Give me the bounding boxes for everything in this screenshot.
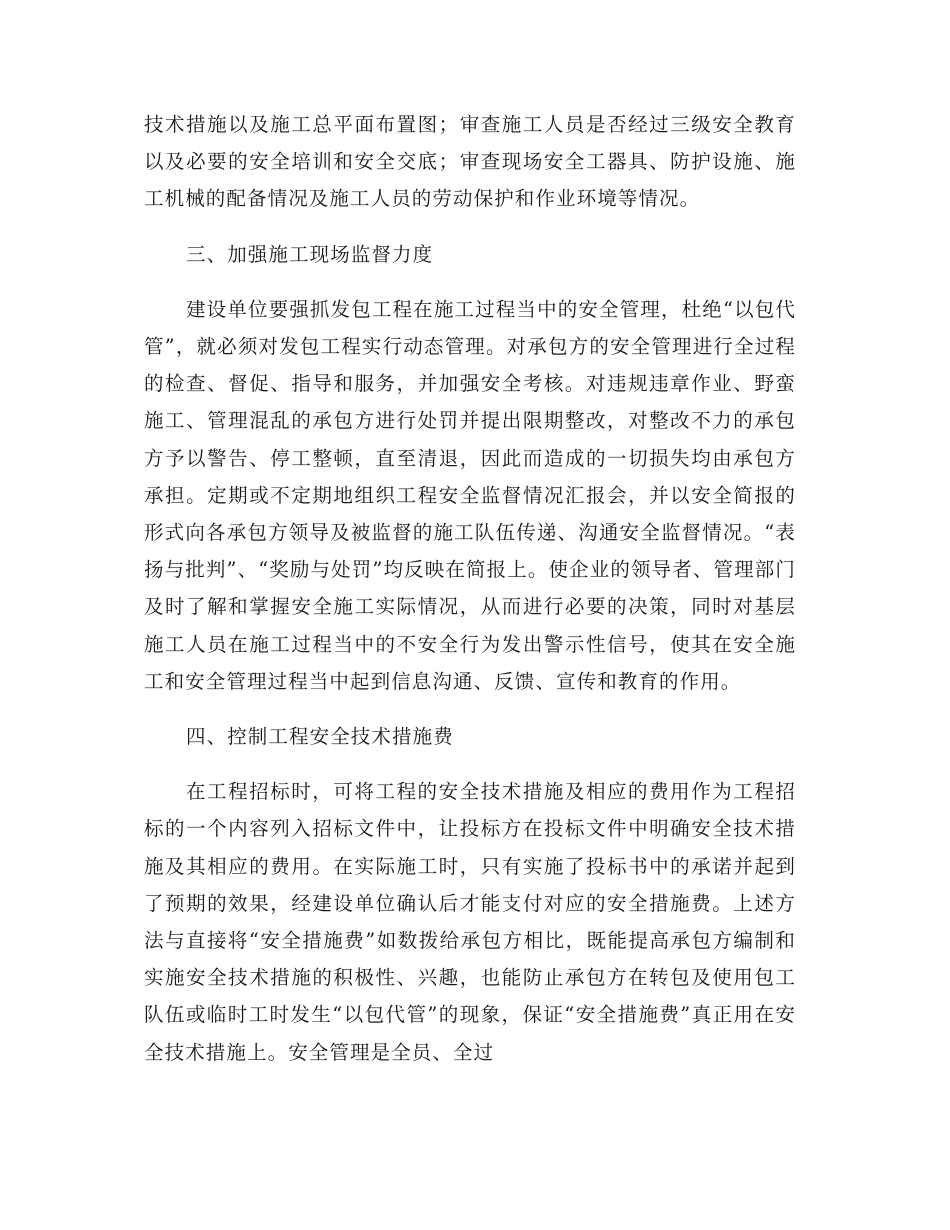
section-heading-3: 三、加强施工现场监督力度 [186, 242, 434, 266]
paragraph-gap [144, 218, 796, 236]
paragraph-gap [144, 273, 796, 291]
paragraph-section-4: 在工程招标时，可将工程的安全技术措施及相应的费用作为工程招标的一个内容列入招标文件中，让投标方在投标文件中明确安全技术措施及其相应的费用。在实际施工时，只有实施了投标书中的承诺并起到了预期的效果，经建设单位确认后才能支付对应的安全措施费。上述方法与直接将“安全措施费”如数拨给承包方相比，既能提高承包方编制和实施安全技术措施的积极性、兴趣，也能防止承包方在转包及使用包工队伍或临时工时发生“以包代管”的现象，保证“安全措施费”真正用在安全技术措施上。安全管理是全员、全过 [144, 780, 796, 1064]
section-heading-4: 四、控制工程安全技术措施费 [186, 725, 454, 749]
document-page [144, 106, 796, 1071]
paragraph-gap [144, 700, 796, 718]
paragraph-section-3: 建设单位要强抓发包工程在施工过程当中的安全管理，杜绝“以包代管”，就必须对发包工程实行动态管理。对承包方的安全管理进行全过程的检查、督促、指导和服务，并加强安全考核。对违规违章作业、野蛮施工、管理混乱的承包方进行处罚并提出限期整改，对整改不力的承包方予以警告、停工整顿，直至清退，因此而造成的一切损失均由承包方承担。定期或不定期地组织工程安全监督情况汇报会，并以安全简报的形式向各承包方领导及被监督的施工队伍传递、沟通安全监督情况。“表扬与批判”、“奖励与处罚”均反映在简报上。使企业的领导者、管理部门及时了解和掌握安全施工实际情况，从而进行必要的决策，同时对基层施工人员在施工过程当中的不安全行为发出警示性信号，使其在安全施工和安全管理过程当中起到信息沟通、反馈、宣传和教育的作用。 [144, 297, 796, 693]
paragraph-gap [144, 755, 796, 773]
paragraph-continuation: 技术措施以及施工总平面布置图；审查施工人员是否经过三级安全教育以及必要的安全培训和安全交底；审查现场安全工器具、防护设施、施工机械的配备情况及施工人员的劳动保护和作业环境等情况。 [144, 113, 796, 211]
